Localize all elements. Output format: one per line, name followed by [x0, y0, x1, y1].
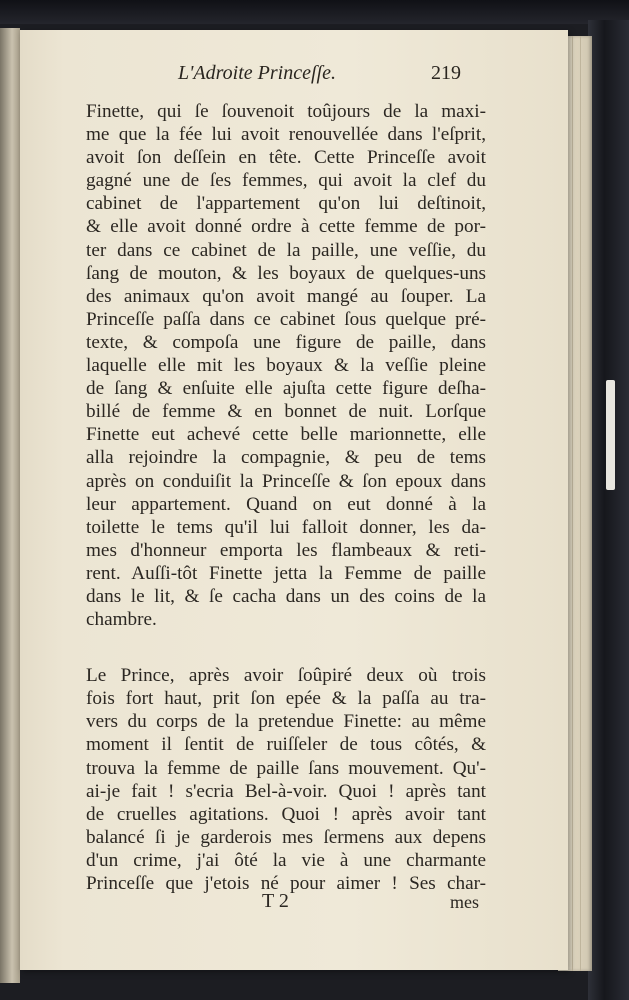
body-text: [86, 100, 486, 895]
text-line: de ſang & enſuite elle ajuſta cette figure deſha-: [86, 378, 486, 400]
page-footer: [0, 890, 629, 916]
text-line: ſang de mouton, & les boyaux de quelques-uns: [86, 262, 486, 284]
text-line: balancé ſi je garderois mes ſermens aux depens: [86, 826, 486, 848]
text-line: toilette le tems qu'il lui falloit donner, les da-: [86, 516, 486, 538]
text-line: & elle avoit donné ordre à cette femme de por-: [86, 216, 486, 238]
paragraph-gap: [86, 631, 486, 664]
catchword: mes: [450, 892, 479, 912]
page-edge-line: [572, 36, 573, 971]
text-line: billé de femme & en bonnet de nuit. Lorſque: [86, 401, 486, 423]
running-title: L'Adroite Princeſſe.: [178, 62, 336, 84]
book-binding-top: [0, 0, 629, 24]
text-line: gagné une de ſes femmes, qui avoit la clef du: [86, 170, 486, 192]
text-line: après on conduiſit la Princeſſe & ſon epoux dans: [86, 470, 486, 492]
text-line: mes d'honneur emporta les flambeaux & reti-: [86, 539, 486, 561]
text-line: Le Prince, après avoir ſoûpiré deux où trois: [86, 665, 486, 687]
paragraph-2: [86, 664, 486, 895]
text-line: Princeſſe que j'etois né pour aimer ! Ses char-: [86, 873, 486, 894]
text-line: fois fort haut, prit ſon epée & la paſſa au tra-: [86, 688, 486, 710]
text-line: ter dans ce cabinet de la paille, une veſſie, du: [86, 239, 486, 261]
text-line: Finette, qui ſe ſouvenoit toûjours de la maxi-: [86, 101, 486, 122]
text-line: laquelle elle mit les boyaux & la veſſie pleine: [86, 355, 486, 377]
page-number: 219: [431, 62, 461, 84]
facing-page-edge: [0, 28, 20, 983]
text-line: des animaux qu'on avoit mangé au ſouper. La: [86, 285, 486, 307]
paragraph-1: [86, 100, 486, 631]
text-line: de cruelles agitations. Quoi ! après avoir tant: [86, 803, 486, 825]
text-line: trouva la femme de paille ſans mouvement. Qu'-: [86, 757, 486, 779]
signature-mark: T 2: [262, 890, 289, 912]
running-head: [0, 62, 629, 90]
text-line: vers du corps de la pretendue Finette: au même: [86, 711, 486, 733]
text-line: leur appartement. Quand on eut donné à la: [86, 493, 486, 515]
text-line: Princeſſe paſſa dans ce cabinet ſous quelque pré-: [86, 308, 486, 330]
text-line: texte, & compoſa une figure de paille, dans: [86, 331, 486, 353]
text-line: ai-je fait ! s'ecria Bel-à-voir. Quoi ! après tant: [86, 780, 486, 802]
book-spine: [588, 20, 629, 1000]
spine-stitch-mark: [606, 380, 615, 490]
text-line: alla rejoindre la compagnie, & peu de tems: [86, 447, 486, 469]
text-line: me que la fée lui avoit renouvellée dans l'eſprit,: [86, 124, 486, 146]
text-line: cabinet de l'appartement qu'on lui deſtinoit,: [86, 193, 486, 215]
text-line: dans le lit, & ſe cacha dans un des coins de la: [86, 585, 486, 607]
page-edge-line: [580, 36, 581, 971]
text-line: chambre.: [86, 609, 157, 631]
text-line: moment il ſentit de ruiſſeler de tous côtés, &: [86, 734, 486, 756]
text-line: avoit ſon deſſein en tête. Cette Princeſſe avoit: [86, 147, 486, 169]
text-line: rent. Auſſi-tôt Finette jetta la Femme de paille: [86, 562, 486, 584]
text-line: Finette eut achevé cette belle marionnette, elle: [86, 424, 486, 446]
text-line: d'un crime, j'ai ôté la vie à une charmante: [86, 849, 486, 871]
